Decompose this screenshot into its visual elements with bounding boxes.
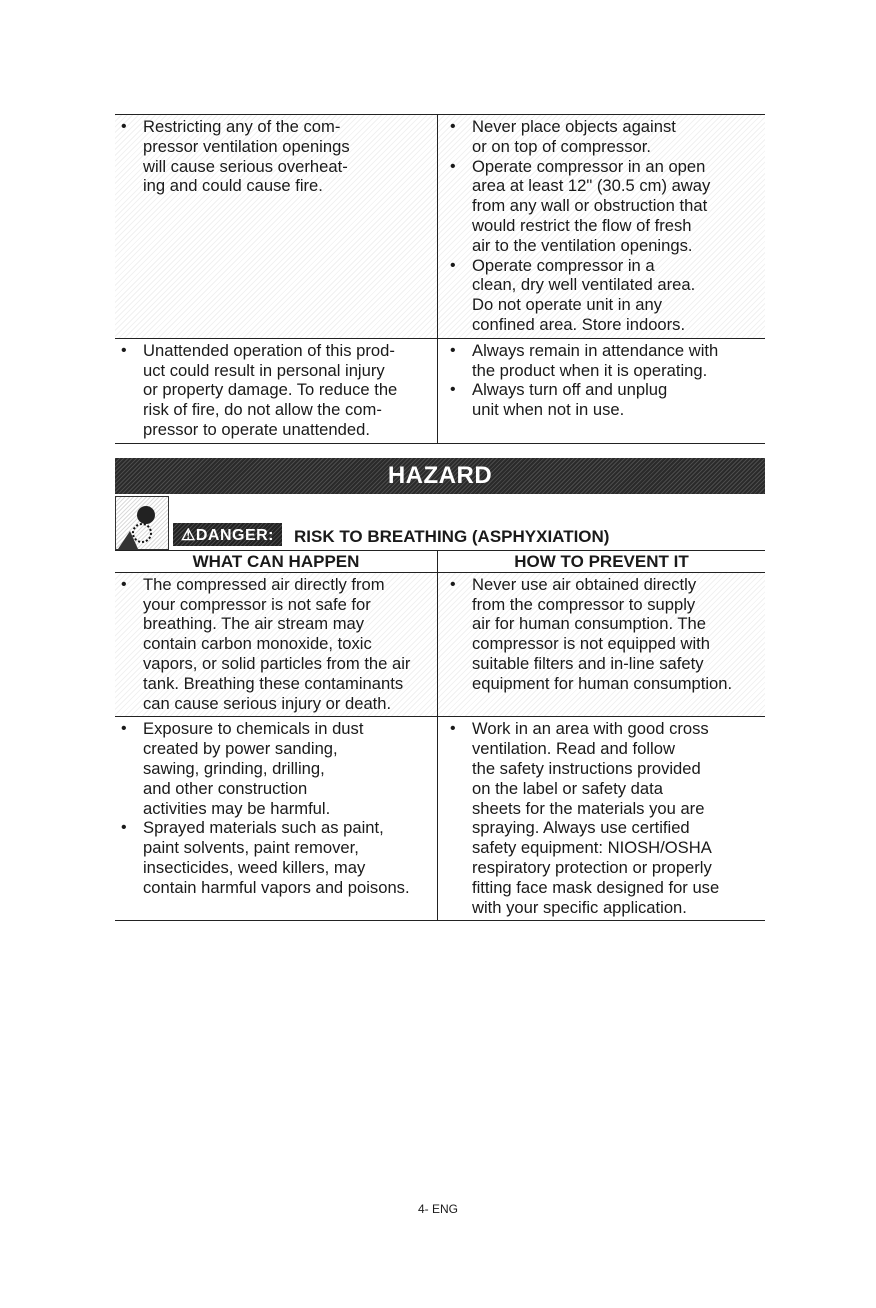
risk-header <box>115 496 765 551</box>
prevention-cell <box>438 115 765 338</box>
what-can-happen-header: WHAT CAN HAPPEN <box>115 551 438 572</box>
column-headers <box>115 551 765 573</box>
unattended-row <box>115 339 765 444</box>
danger-label: ⚠DANGER: <box>173 523 282 546</box>
how-to-prevent-header: HOW TO PREVENT IT <box>514 551 689 571</box>
list-item: • Never place objects against or on top of compressor. <box>444 117 765 157</box>
list-item: • Exposure to chemicals in dust created by power sanding, sawing, grinding, drilling, and other construction activities may be harmful. <box>115 719 437 818</box>
prevention-cell <box>438 339 765 443</box>
list-item: • Operate compressor in a clean, dry well ventilated area. Do not operate unit in any confined area. Store indoors. <box>444 256 765 335</box>
list-item: • Work in an area with good cross ventilation. Read and follow the safety instructions provided on the label or safety data sheets for the materials you are spraying. Always use certified safety equipment: NIOSH/OSHA respiratory protection or properly fitting face mask designed for use with your specific application. <box>444 719 765 917</box>
manual-page <box>115 114 765 921</box>
list-item: • Never use air obtained directly from the compressor to supply air for human consumption. The compressor is not equipped with suitable filters and in-line safety equipment for human consumption. <box>444 575 765 694</box>
prevention-cell <box>438 573 765 717</box>
hazard-cell <box>115 717 438 920</box>
chemicals-row <box>115 717 765 921</box>
hazard-banner <box>115 458 765 494</box>
hazard-cell <box>115 115 438 338</box>
compressed-air-row <box>115 573 765 718</box>
ventilation-row <box>115 114 765 339</box>
list-item: • Unattended operation of this prod- uct could result in personal injury or property damage. To reduce the risk of fire, do not allow the com- pressor to operate unattended. <box>115 341 437 440</box>
list-item: • Always turn off and unplug unit when not in use. <box>444 380 765 420</box>
hazard-cell <box>115 573 438 717</box>
hazard-title: HAZARD <box>387 461 493 489</box>
list-item: • Restricting any of the com- pressor ventilation openings will cause serious overheat- ing and could cause fire. <box>115 117 437 196</box>
list-item: • Always remain in attendance with the product when it is operating. <box>444 341 765 381</box>
list-item: • Operate compressor in an open area at least 12" (30.5 cm) away from any wall or obstruction that would restrict the flow of fresh air to the ventilation openings. <box>444 157 765 256</box>
list-item: • The compressed air directly from your compressor is not safe for breathing. The air stream may contain carbon monoxide, toxic vapors, or solid particles from the air tank. Breathing these contaminants can cause serious injury or death. <box>115 575 437 714</box>
hazard-cell <box>115 339 438 443</box>
asphyxiation-hazard-icon <box>115 496 169 550</box>
prevention-cell <box>438 717 765 920</box>
risk-title: RISK TO BREATHING (ASPHYXIATION) <box>294 526 610 546</box>
list-item: • Sprayed materials such as paint, paint solvents, paint remover, insecticides, weed killers, may contain harmful vapors and poisons. <box>115 818 437 897</box>
page-number: 4- ENG <box>417 1202 458 1216</box>
